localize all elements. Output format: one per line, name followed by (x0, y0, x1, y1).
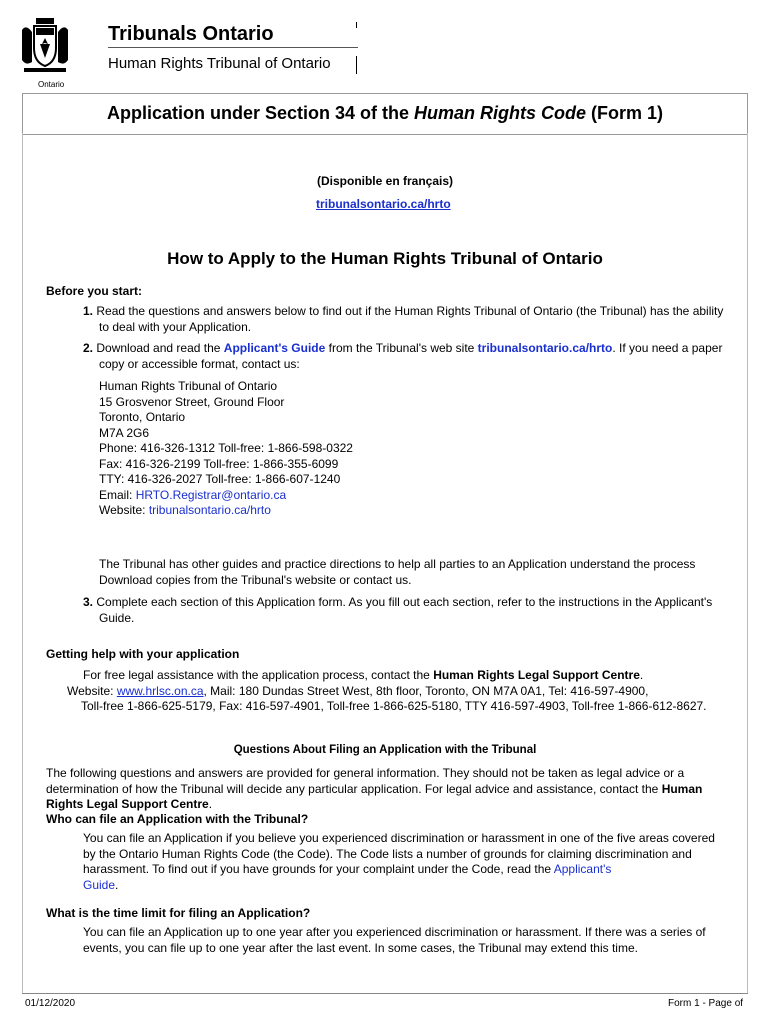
french-availability: (Disponible en français) (316, 174, 454, 188)
tribunal-site-link[interactable]: tribunalsontario.ca/hrto (477, 341, 613, 355)
footer-date: 01/12/2020 (25, 998, 76, 1009)
faq-question-2: What is the time limit for filing an Application? (46, 906, 311, 920)
org-name: Tribunals Ontario (108, 23, 274, 45)
step-2-cont: copy or accessible format, contact us: (99, 357, 300, 371)
tribunal-website-link[interactable]: tribunalsontario.ca/hrto (315, 197, 451, 211)
header-divider (108, 47, 358, 48)
faq-intro: The following questions and answers are provided for general information. They should not be taken as legal advice or a determination of how the Tribunal will decide any particular application. For legal advice and assistance, contact the Human Rights Legal Support Centre. (46, 766, 703, 811)
footer-page: Form 1 - Page of (668, 998, 744, 1009)
address-email: Email: HRTO.Registrar@ontario.ca (99, 487, 287, 502)
org-subtitle: Human Rights Tribunal of Ontario (108, 55, 331, 72)
website-link[interactable]: tribunalsontario.ca/hrto (148, 503, 271, 517)
applicants-guide-link[interactable]: Applicant's Guide (223, 341, 326, 355)
hrlsc-link[interactable]: www.hrlsc.on.ca (116, 684, 204, 698)
applicants-guide-link-2b[interactable]: Guide (83, 877, 116, 892)
header-tick (356, 56, 357, 74)
address-postal: M7A 2G6 (99, 425, 150, 440)
section-title: How to Apply to the Human Rights Tribunal of Ontario (167, 249, 603, 268)
other-guides: The Tribunal has other guides and practice directions to help all parties to an Application understand the process Download copies from the Tribunal's website or contact us. (99, 557, 696, 587)
faq-question-1: Who can file an Application with the Tribunal? (46, 812, 309, 826)
faq-title: Questions About Filing an Application with the Tribunal (233, 744, 537, 756)
address-website: Website: tribunalsontario.ca/hrto (99, 503, 271, 517)
step-3: 3. Complete each section of this Application form. As you fill out each section, refer to the instructions in the Applicant's (83, 595, 713, 609)
step-1: 1. Read the questions and answers below to find out if the Human Rights Tribunal of Ontario (the Tribunal) has the ability (83, 304, 724, 318)
ontario-coat-of-arms-logo (20, 18, 70, 78)
website-link-row (0, 197, 770, 211)
address-name: Human Rights Tribunal of Ontario (99, 379, 278, 393)
form-title: Application under Section 34 of the Human Rights Code (Form 1) (106, 103, 664, 123)
address-fax: Fax: 416-326-2199 Toll-free: 1-866-355-6099 (99, 456, 339, 471)
step-1-cont: to deal with your Application. (99, 320, 252, 334)
help-heading: Getting help with your application (46, 647, 240, 661)
address-phone: Phone: 416-326-1312 Toll-free: 1-866-598-0322 (99, 441, 353, 455)
help-line-1: For free legal assistance with the application process, contact the Human Rights Legal Support Centre. (83, 668, 644, 682)
header-tick (356, 22, 357, 28)
faq-answer-1: You can file an Application if you believe you experienced discrimination or harassment in one of the five areas covered by the Ontario Human Rights Code (the Code). The Code lists a number of grounds for claiming discrimination and harassment. To find out if you have grounds for your complaint under the Code, read the Applicant's Guide. (83, 831, 715, 892)
address-tty: TTY: 416-326-2027 Toll-free: 1-866-607-1240 (99, 472, 341, 486)
before-start-heading: Before you start: (46, 284, 143, 298)
help-line-3: Toll-free 1-866-625-5179, Fax: 416-597-4901, Toll-free 1-866-625-5180, TTY 416-597-4903, Toll-free 1-866-612-8627. (81, 699, 707, 713)
help-line-2: Website: www.hrlsc.on.ca, Mail: 180 Dundas Street West, 8th floor, Toronto, ON M7A 0A1, Tel: 416-597-4900, (67, 684, 649, 698)
step-3-cont: Guide. (99, 611, 135, 625)
address-city: Toronto, Ontario (99, 410, 186, 424)
faq-answer-2: You can file an Application up to one year after you experienced discrimination or harassment. If there was a series of events, you can file up to one year after the last event. In some cases, the Tribunal may extend this time. (83, 925, 706, 955)
address-street: 15 Grosvenor Street, Ground Floor (99, 394, 285, 409)
applicants-guide-link-2[interactable]: Applicant's (553, 862, 612, 876)
email-link[interactable]: HRTO.Registrar@ontario.ca (135, 487, 287, 502)
footer-divider (22, 993, 748, 994)
address-block (99, 379, 353, 519)
step-2: 2. Download and read the Applicant's Guide from the Tribunal's web site tribunalsontario.ca/hrto. If you need a paper (83, 341, 723, 355)
logo-caption: Ontario (38, 80, 65, 89)
